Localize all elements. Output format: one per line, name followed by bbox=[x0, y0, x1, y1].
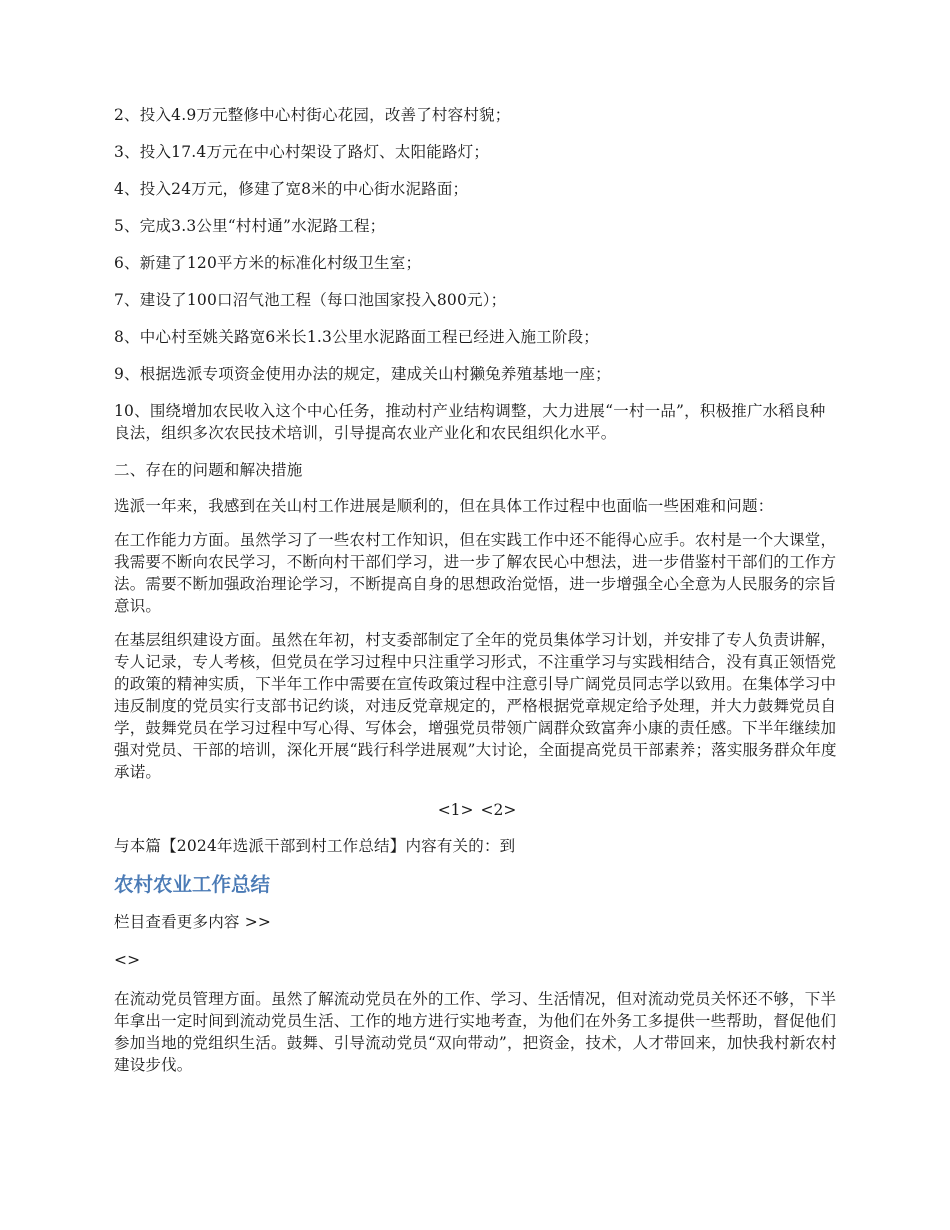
page-link-2[interactable]: <2> bbox=[480, 801, 517, 819]
list-item-4: 4、投入24万元，修建了宽8米的中心街水泥路面； bbox=[114, 180, 469, 198]
page-link-1[interactable]: <1> bbox=[437, 801, 474, 819]
list-item-9: 9、根据选派专项资金使用办法的规定，建成关山村獭兔养殖基地一座； bbox=[114, 365, 611, 383]
organization-paragraph: 在基层组织建设方面。虽然在年初，村支委部制定了全年的党员集体学习计划，并安排了专人负责讲解，专人记录，专人考核，但党员在学习过程中只注重学习形式，不注重学习与实践相结合，没有真正领悟党的政策的精神实质，下半年工作中需要在宣传政策过程中注意引导广阔党员同志学以致用。在集体学习中违反制度的党员实行支部书记约谈，对违反党章规定的，严格根据党章规定给予处理，并大力鼓舞党员自学，鼓舞党员在学习过程中写心得、写体会，增强党员带领广阔群众致富奔小康的责任感。下半年继续加强对党员、干部的培训，深化开展“践行科学进展观”大讨论，全面提高党员干部素养；落实服务群众年度承诺。 bbox=[114, 631, 837, 781]
intro-paragraph: 选派一年来，我感到在关山村工作进展是顺利的，但在具体工作过程中也面临一些困难和问题： bbox=[114, 497, 774, 515]
list-item-10: 10、围绕增加农民收入这个中心任务，推动村产业结构调整，大力进展“一村一品”，积极推广水稻良种良法，组织多次农民技术培训，引导提高农业产业化和农民组织化水平。 bbox=[114, 402, 826, 442]
section-heading: 二、存在的问题和解决措施 bbox=[114, 461, 303, 479]
more-content-link[interactable]: 栏目查看更多内容 >> bbox=[114, 913, 272, 931]
list-item-8: 8、中心村至姚关路宽6米长1.3公里水泥路面工程已经进入施工阶段； bbox=[114, 328, 599, 346]
pagination bbox=[114, 799, 840, 821]
list-item-7: 7、建设了100口沼气池工程（每口池国家投入800元）； bbox=[114, 291, 507, 309]
work-ability-paragraph: 在工作能力方面。虽然学习了一些农村工作知识，但在实践工作中还不能得心应手。农村是一个大课堂，我需要不断向农民学习，不断向村干部们学习，进一步了解农民心中想法，进一步借鉴村干部们的工作方法。需要不断加强政治理论学习，不断提高自身的思想政治觉悟，进一步增强全心全意为人民服务的宗旨意识。 bbox=[114, 531, 837, 615]
list-item-2: 2、投入4.9万元整修中心村街心花园，改善了村容村貌； bbox=[114, 106, 511, 124]
related-intro: 与本篇【2024年选派干部到村工作总结】内容有关的：到 bbox=[114, 837, 516, 855]
related-link-title[interactable]: 农村农业工作总结 bbox=[114, 873, 271, 896]
document-page bbox=[114, 104, 840, 1088]
empty-brackets: <> bbox=[114, 951, 141, 969]
list-item-6: 6、新建了120平方米的标准化村级卫生室； bbox=[114, 254, 422, 272]
list-item-5: 5、完成3.3公里“村村通”水泥路工程； bbox=[114, 217, 386, 235]
floating-members-paragraph: 在流动党员管理方面。虽然了解流动党员在外的工作、学习、生活情况，但对流动党员关怀还不够，下半年拿出一定时间到流动党员生活、工作的地方进行实地考查，为他们在外务工多提供一些帮助，督促他们参加当地的党组织生活。鼓舞、引导流动党员“双向带动”，把资金，技术，人才带回来，加快我村新农村建设步伐。 bbox=[114, 990, 837, 1074]
list-item-3: 3、投入17.4万元在中心村架设了路灯、太阳能路灯； bbox=[114, 143, 490, 161]
